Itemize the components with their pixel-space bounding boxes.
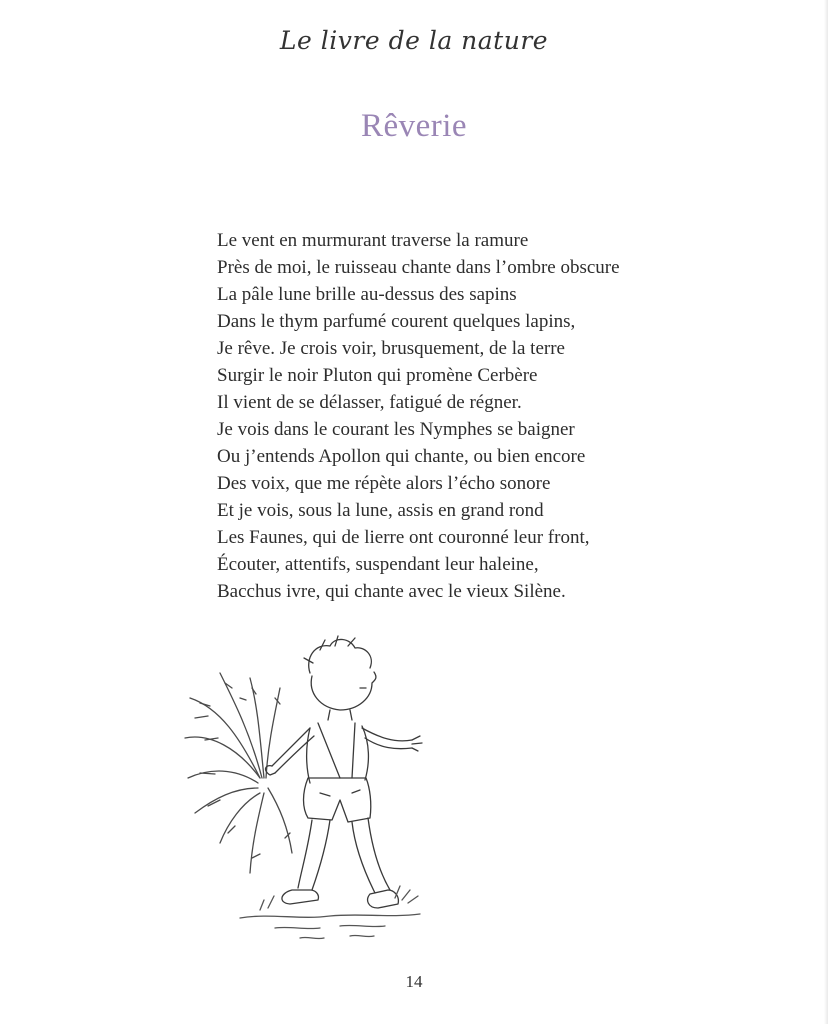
poem-line: Et je vois, sous la lune, assis en grand rond bbox=[217, 500, 544, 521]
poem-line: Je rêve. Je crois voir, brusquement, de la terre bbox=[217, 338, 565, 359]
poem-line: Près de moi, le ruisseau chante dans l’ombre obscure bbox=[217, 257, 620, 278]
ground-drawing bbox=[240, 886, 420, 939]
poem-line: Le vent en murmurant traverse la ramure bbox=[217, 230, 529, 251]
poem-line: Ou j’entends Apollon qui chante, ou bien encore bbox=[217, 446, 586, 467]
boy-drawing bbox=[266, 636, 422, 908]
poem-body bbox=[217, 227, 737, 605]
page-edge bbox=[824, 0, 828, 1024]
poem-line: Je vois dans le courant les Nymphes se baigner bbox=[217, 419, 575, 440]
poem-line: Il vient de se délasser, fatigué de régner. bbox=[217, 392, 522, 413]
poem-line: Les Faunes, qui de lierre ont couronné leur front, bbox=[217, 527, 590, 548]
page-number: 14 bbox=[405, 972, 423, 991]
poem-line: Des voix, que me répète alors l’écho sonore bbox=[217, 473, 551, 494]
poem-line: Écouter, attentifs, suspendant leur haleine, bbox=[217, 554, 539, 575]
poem-line: Surgir le noir Pluton qui promène Cerbère bbox=[217, 365, 538, 386]
running-title: Le livre de la nature bbox=[279, 26, 549, 55]
poem-title: Rêverie bbox=[360, 108, 468, 144]
plant-drawing bbox=[185, 673, 292, 873]
boy-illustration bbox=[180, 628, 450, 948]
poem-line: Dans le thym parfumé courent quelques lapins, bbox=[217, 311, 576, 332]
poem-line: La pâle lune brille au-dessus des sapins bbox=[217, 284, 517, 305]
poem-line: Bacchus ivre, qui chante avec le vieux Silène. bbox=[217, 581, 566, 602]
